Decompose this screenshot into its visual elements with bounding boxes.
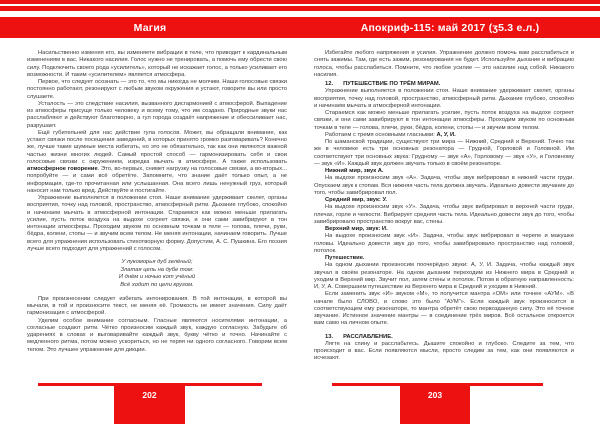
body-paragraph: Усталость — это следствие насилия, вызванного дисгармонией с атмосферой. Выпадение из атмосферы присуще только человеку и всему тому, что им создано. Природные звуки нас расслабляют и действуют благотворно, а гул города создаёт напряжение и обессиливает нас, разрушает. (27, 100, 287, 129)
bold-term: атмосферное говорение (27, 166, 98, 172)
paragraph-text: . Это, во-первых, снимет нагрузку на голосовые связки, а во-вторых... попробуйте — и сами всё обретёте. Запомните, что знание даёт только опыт, а не информация, где-то прочитанная или услышанная. Она всего лишь ненужный груз, который наносит нам только вред. Действуйте и постигайте. (27, 166, 287, 194)
body-paragraph: На выдохе произносим звук «А». Задача, чтобы звук вибрировал в нижней части груди. Опускаем звук к стопам. Вся нижняя часть тела должна звучать. Идеально довести звучание до того, чтобы завибрировал пол. (314, 175, 574, 196)
body-paragraph: Стараемся как можно меньше прилагать усилие, пусть поток воздуха на выдохе согреет связки, и они сами завибрируют в тон интонации атмосферы. Проходим звуком по основным точкам в теле — голова, плечи, руки, бёдра, колени, стопы — и звучим всем телом. (314, 110, 574, 131)
page-left (27, 38, 287, 383)
section-title: Магия (133, 21, 167, 34)
page-right (314, 38, 574, 383)
body-paragraph: Если заменить звук «И» звуком «М», то получится мантра «ОМ» или точнее «АУМ». «В начале было СЛОВО, и слово это было “АУМ”». Если каждый звук произносится в соответствующем ему резонаторе, то мантра обретёт свою первозданную силу. Это её точное звучание. Истинное значение мантры — в соединение трёх миров. Всё остальное откроется вам само на личном опыте. (314, 291, 574, 327)
paragraph-text: Ещё губительней для нас действие гула голосов. Может, вы обращали внимание, как устают связки после посещения заведений, в которых принято громко разговаривать? Конечно же, лучше такие шумные места избегать, но это не обязательно, так как они являются важной частью жизни многих людей. Самый простой способ — гармонизировать себя и свои голосовые связки с окружением, изредка мычать в атмосфере. А также использовать (27, 129, 287, 165)
body-paragraph: Упражнение выполняется в положении стоя. Наше внимание удерживает скелет, органы восприятия, точку над головой, пространство, атмосферный ритм. Дыхание глубоко, спокойно и начинаем мычать в атмосферной интонации. Стараемся как можно меньше прилагать усилие, пусть поток воздуха на выдохе согреет связки, и они сами завибрируют в тон интонации атмосферы. Проходим звуком по основным точкам в теле — голова, плечи, руки, бёдра, колени, стопы — и звучим всем телом. Не меняя интонации, начинаем говорить. Лучше всего для упражнения использовать стихотворную форму. Допустим, А. С. Пушкина. Его поэзия лучше всего подходит для упражнений с голосом. (27, 195, 287, 252)
verse-line: Златая цепь на дубе том: (120, 266, 194, 273)
section-heading-text: РАССЛАБЛЕНИЕ. (343, 333, 393, 340)
page-number-right: 203 (400, 386, 470, 424)
verse-quote (27, 259, 287, 290)
running-head-left (0, 17, 300, 38)
body-paragraph: При произнесении следует избегать интонирования. В той интонации, в которой вы мычали, в той и произносите текст, не меняя её. Громкость не имеет значения. Силу даёт гармонизация с атмосферой. (27, 295, 287, 317)
issue-title: Апокриф-115: май 2017 (ӡ5.3 е.л.) (360, 21, 540, 34)
section-number: 13. (325, 333, 334, 340)
body-paragraph: Избегайте любого напряжения и усилия. Упражнение должно помочь вам расслабиться и снять зажимы. Там, где есть зажим, резонирования не будет. Используйте дыхание и вибрацию голоса, чтобы расслабиться. Помните, что любое усилие — это насилие над собой. Никакого насилия. (314, 50, 574, 78)
body-paragraph: На выдохе произносим звук «И». Задача, чтобы звук вибрировал в черепе и макушке головы. Идеально довести звук до того, чтобы завибрировало пространство над головой, потолок. (314, 233, 574, 254)
page-number-left: 202 (114, 386, 185, 424)
verse-line: И днём и ночью кот учёный (118, 274, 196, 281)
subheading-upper-world: Верхний мир, звук: И. (325, 226, 388, 232)
verse-line: У лукоморья дуб зелёный; (121, 259, 193, 265)
body-paragraph (314, 132, 574, 139)
running-head-right (300, 17, 600, 38)
top-divider-line-2 (0, 6, 600, 11)
subheading-middle-world: Средний мир, звук: У. (325, 197, 387, 203)
bold-term: А, У, И. (436, 131, 456, 138)
section-heading-13 (314, 334, 574, 341)
body-paragraph: Уделим особое внимание согласным. Гласные являются носителями интонации, а согласные создают ритм. Чётко произносим каждый звук, каждую согласную. Забудьте об ударениях в словах и выговаривайте каждый звук, букву чётко и точно. Начинайте с медленного ритма, потом можно ускориться, но не теряя ни одного согласного. Говорим всем телом. Это лучшее упражнение для дикции. (27, 317, 287, 353)
top-divider-line-1 (0, 0, 600, 4)
subheading-journey: Путешествие. (325, 255, 365, 261)
section-number: 12. (325, 81, 334, 87)
body-paragraph: На выдохе произносим звук «У». Задача, чтобы звук вибрировал в верхней части груди, плечах, горле и челюсти. Вибрирует средняя часть тела. Идеально довести звук до того, чтобы завибрировало пространство вокруг вас, стены. (314, 204, 574, 225)
body-paragraph: Лягте на спину и расслабьтесь. Дышите спокойно и глубоко. Следите за тем, что происходит в вас. Если появляются мысли, просто следим за тем, как они появляются и исчезают. (314, 340, 574, 362)
body-paragraph: На одном дыхании произносим поочерёдно звуки: А, У, И. Задача, чтобы каждый звук звучал в своём резонаторе. На одном дыхании переходим из Нижнего мира в Средний и уходим в Верхний мир. Звучит пол, затем стены и потолок. Потом в обратную направленность: И, У, А. Совершаем путешествие из Верхнего мира в Средний и уходим в Нижний. (314, 262, 574, 290)
body-paragraph: По шаманской традиции, существуют три мира — Нижний, Средний и Верхний. Точно так же в человеке есть три основных резонатора — Грудной, Горловой и Головной. Им соответствуют три основных звука: Грудному — звук «А», Горловому — звук «У», и Головному — звук «И». Каждый звук должен звучать только в своём резонаторе. (314, 139, 574, 167)
paragraph-text: Работаем с тремя основными гласными: (325, 131, 437, 138)
body-paragraph: Насильственно изменяя его, вы изменяете вибрации в теле, что приводит к кардинальным изменениям в вас. Никакого насилия. Голос нужно не тренировать, а помочь ему обрести свою силу. Подключить своего рода «усилитель», который не искажает голос, а только усиливает его возможности. И таким «усилителем» является атмосфера. (27, 50, 287, 78)
section-heading-text: ПУТЕШЕСТВИЕ ПО ТРЁМ МИРАМ. (343, 81, 441, 87)
body-paragraph: Упражнение выполняется в положении стоя. Наше внимание удерживает скелет, органы восприятия, точку над головой, пространство, атмосферный ритм. Дыхание глубоко, спокойно и начинаем мычать в атмосферной интонации. (314, 88, 574, 109)
verse-line: Всё ходит по цепи кругом. (120, 282, 194, 289)
subheading-lower-world: Нижний мир, звук А. (325, 168, 384, 174)
section-heading-12 (314, 81, 574, 88)
body-paragraph (27, 130, 287, 195)
body-paragraph: Первое, что следует осознать — это то, что мы никогда не молчим. Наши голосовые связки постоянно работают, резонируют с любым звуком окружения и устают, говорите вы или просто слушаете. (27, 79, 287, 100)
running-header-bar (0, 17, 600, 38)
